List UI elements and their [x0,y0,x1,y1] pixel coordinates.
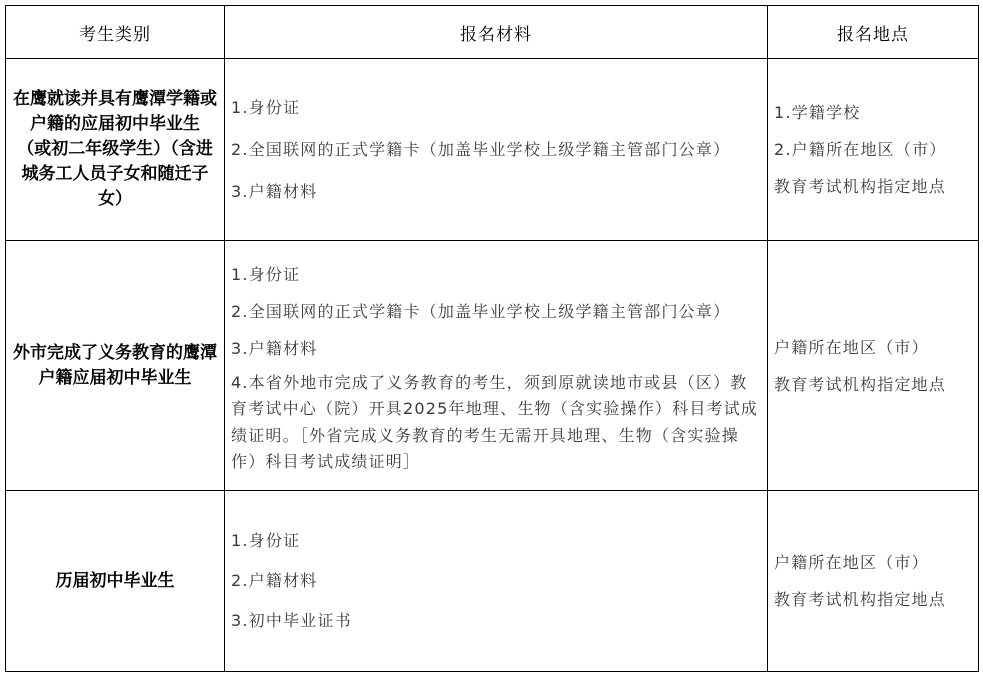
location-item: 1.学籍学校 [774,103,861,122]
table-row [6,59,979,241]
material-item: 3.户籍材料 [231,181,318,201]
material-item: 3.户籍材料 [231,338,318,358]
header-category: 考生类别 [6,6,225,59]
location-cell [768,241,979,491]
materials-cell [225,59,768,241]
materials-cell [225,491,768,672]
header-row [6,6,979,59]
location-item: 教育考试机构指定地点 [774,590,947,609]
header-materials: 报名材料 [225,6,768,59]
location-item: 教育考试机构指定地点 [774,374,947,394]
material-item: 4.本省外地市完成了义务教育的考生，须到原就读地市或县（区）教育考试中心（院）开具2025年地理、生物（含实验操作）科目考试成绩证明。［外省完成义务教育的考生无需开具地理、生物（含实验操作）科目考试成绩证明］ [231,372,759,471]
category-text: 外市完成了义务教育的鹰潭户籍应届初中毕业生 [13,342,217,388]
table-row [6,241,979,491]
category-cell [6,241,225,491]
materials-cell [225,241,768,491]
registration-table [5,5,979,672]
header-location: 报名地点 [768,6,979,59]
location-item: 2.户籍所在地区（市） [774,140,947,159]
material-item: 3.初中毕业证书 [231,611,352,630]
location-cell [768,59,979,241]
location-item: 户籍所在地区（市） [774,337,929,357]
material-item: 2.全国联网的正式学籍卡（加盖毕业学校上级学籍主管部门公章） [231,139,731,159]
material-item: 1.身份证 [231,531,301,550]
category-cell [6,491,225,672]
location-item: 户籍所在地区（市） [774,553,929,572]
material-item: 1.身份证 [231,264,301,284]
category-cell [6,59,225,241]
category-text: 在鹰就读并具有鹰潭学籍或户籍的应届初中毕业生 （或初二年级学生）（含进城务工人员子女和随迁子女） [13,89,217,209]
location-cell [768,491,979,672]
location-item: 教育考试机构指定地点 [774,177,947,196]
material-item: 2.全国联网的正式学籍卡（加盖毕业学校上级学籍主管部门公章） [231,301,731,321]
material-item: 1.身份证 [231,97,301,117]
material-item: 2.户籍材料 [231,571,318,590]
category-text: 历届初中毕业生 [55,570,175,591]
table-row [6,491,979,672]
